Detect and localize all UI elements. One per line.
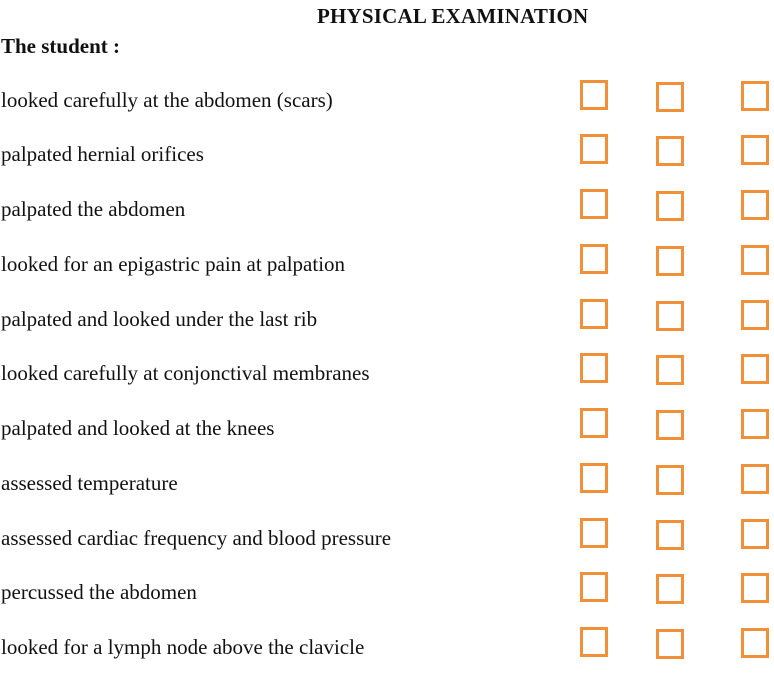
- checkbox-column-2[interactable]: [656, 629, 684, 659]
- checkbox-column-1[interactable]: [580, 353, 608, 383]
- checkbox-column-2[interactable]: [656, 465, 684, 495]
- checklist-row: [0, 142, 774, 182]
- checklist-row: [0, 635, 774, 675]
- checkbox-column-2[interactable]: [656, 246, 684, 276]
- checkbox-column-3[interactable]: [741, 409, 769, 439]
- page-title: PHYSICAL EXAMINATION: [317, 4, 589, 28]
- checkbox-column-2[interactable]: [656, 191, 684, 221]
- checkbox-column-1[interactable]: [580, 80, 608, 110]
- checkbox-column-3[interactable]: [741, 300, 769, 330]
- checkbox-column-3[interactable]: [741, 190, 769, 220]
- checkbox-column-3[interactable]: [741, 464, 769, 494]
- checkbox-column-2[interactable]: [656, 82, 684, 112]
- checkbox-column-3[interactable]: [741, 519, 769, 549]
- checklist-item-label: looked for a lymph node above the clavicle: [1, 635, 365, 659]
- subject-heading: The student :: [1, 34, 121, 58]
- checkbox-column-3[interactable]: [741, 81, 769, 111]
- checkbox-column-1[interactable]: [580, 627, 608, 657]
- checklist-item-label: looked for an epigastric pain at palpation: [1, 252, 346, 276]
- checkbox-column-2[interactable]: [656, 574, 684, 604]
- checkbox-column-1[interactable]: [580, 134, 608, 164]
- checkbox-column-2[interactable]: [656, 136, 684, 166]
- checkbox-column-2[interactable]: [656, 410, 684, 440]
- checklist-row: [0, 471, 774, 511]
- checkbox-column-1[interactable]: [580, 244, 608, 274]
- checkbox-column-1[interactable]: [580, 463, 608, 493]
- checklist-row: [0, 307, 774, 347]
- checklist-row: [0, 197, 774, 237]
- checkbox-column-2[interactable]: [656, 301, 684, 331]
- checklist-item-label: looked carefully at the abdomen (scars): [1, 88, 333, 112]
- checklist-item-label: palpated and looked under the last rib: [1, 307, 318, 331]
- checklist-item-label: percussed the abdomen: [1, 580, 197, 604]
- checklist-row: [0, 252, 774, 292]
- checkbox-column-3[interactable]: [741, 135, 769, 165]
- checkbox-column-3[interactable]: [741, 354, 769, 384]
- checkbox-column-1[interactable]: [580, 299, 608, 329]
- checkbox-column-1[interactable]: [580, 572, 608, 602]
- checklist-item-label: palpated and looked at the knees: [1, 416, 275, 440]
- checklist-item-label: palpated hernial orifices: [1, 142, 204, 166]
- checklist-row: [0, 361, 774, 401]
- checkbox-column-1[interactable]: [580, 518, 608, 548]
- checkbox-column-3[interactable]: [741, 245, 769, 275]
- checkbox-column-2[interactable]: [656, 520, 684, 550]
- checklist-row: [0, 416, 774, 456]
- checklist-row: [0, 88, 774, 128]
- checklist-item-label: assessed cardiac frequency and blood pressure: [1, 526, 392, 550]
- checklist-item-label: palpated the abdomen: [1, 197, 186, 221]
- checklist-item-label: looked carefully at conjonctival membranes: [1, 361, 370, 385]
- checklist-item-label: assessed temperature: [1, 471, 178, 495]
- checkbox-column-2[interactable]: [656, 355, 684, 385]
- checklist-row: [0, 580, 774, 620]
- checklist-row: [0, 526, 774, 566]
- checkbox-column-3[interactable]: [741, 573, 769, 603]
- checkbox-column-3[interactable]: [741, 628, 769, 658]
- checkbox-column-1[interactable]: [580, 189, 608, 219]
- checkbox-column-1[interactable]: [580, 408, 608, 438]
